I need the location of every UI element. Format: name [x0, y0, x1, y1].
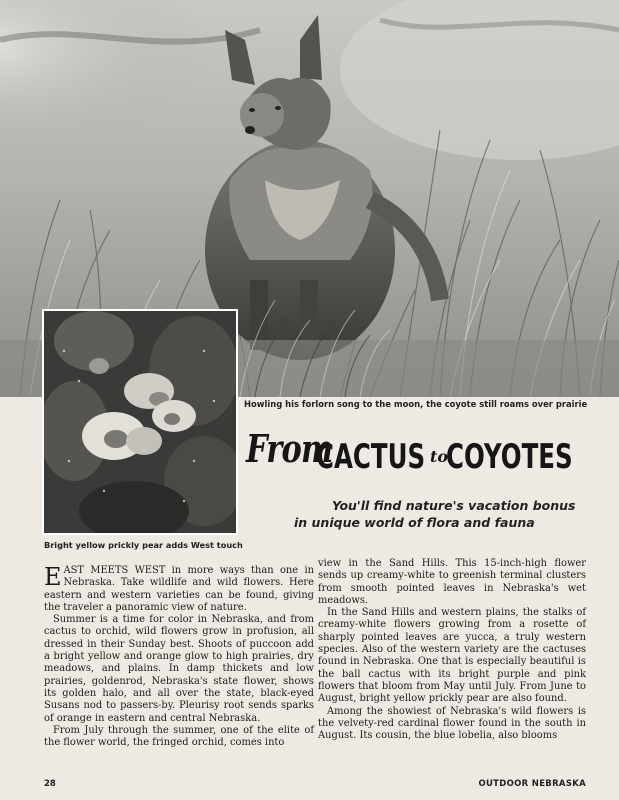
article-title — [246, 420, 586, 490]
body-paragraph: EAST MEETS WEST in more ways than one in Nebraska. Take wildlife and wild flowers. Here eastern and western varieties can be found, giving the traveler a panoramic view of nature. — [44, 563, 314, 613]
body-paragraph: From July through the summer, one of the elite of the flower world, the fringed orchid, comes into — [44, 724, 314, 749]
cactus-photo — [42, 309, 238, 535]
drop-cap: E — [44, 563, 62, 591]
title-coyotes: COYOTES — [446, 437, 573, 477]
body-paragraph: In the Sand Hills and western plains, the stalks of creamy-white flowers growing from a rosette of sharply pointed leaves are yucca, a truly western species. Also of the western variety are the cactuses found in Nebraska. One that is especially beautiful is the ball cactus with its bright purple and pink flowers that bloom from May until July. From June to August, bright yellow prickly pear are also found. — [318, 607, 586, 705]
title-to: to — [430, 447, 449, 466]
title-cactus: CACTUS — [316, 437, 426, 477]
article-subtitle — [294, 497, 594, 531]
body-column-right — [318, 558, 586, 742]
page-number: 28 — [44, 779, 56, 789]
body-column-left — [44, 565, 314, 749]
body-paragraph: view in the Sand Hills. This 15-inch-high flower sends up creamy-white to greenish terminal clusters from smooth pointed leaves in Nebraska's wet meadows. — [318, 558, 586, 606]
subtitle-line-2: in unique world of flora and fauna — [294, 515, 535, 530]
publication-name: OUTDOOR NEBRASKA — [478, 779, 586, 789]
cactus-photo-caption: Bright yellow prickly pear adds West touch — [44, 540, 243, 550]
coyote-photo-caption: Howling his forlorn song to the moon, the coyote still roams over prairie — [244, 399, 588, 409]
subtitle-line-1: You'll find nature's vacation bonus — [332, 498, 576, 513]
body-paragraph: Summer is a time for color in Nebraska, and from cactus to orchid, wild flowers grow in profusion, all dressed in their Sunday best. Shoots of puccoon add a bright yellow and orange glow to high prairies, dry meadows, and plains. In damp thickets and low prairies, goldenrod, Nebraska's state flower, shows its golden halo, and all over the state, black-eyed Susans nod to passers-by. Pleurisy root sends sparks of orange in eastern and central Nebraska. — [44, 614, 314, 724]
title-from: From — [246, 426, 333, 471]
body-paragraph: Among the showiest of Nebraska's wild flowers is the velvety-red cardinal flower found in the south in August. Its cousin, the blue lobelia, also blooms — [318, 705, 586, 742]
